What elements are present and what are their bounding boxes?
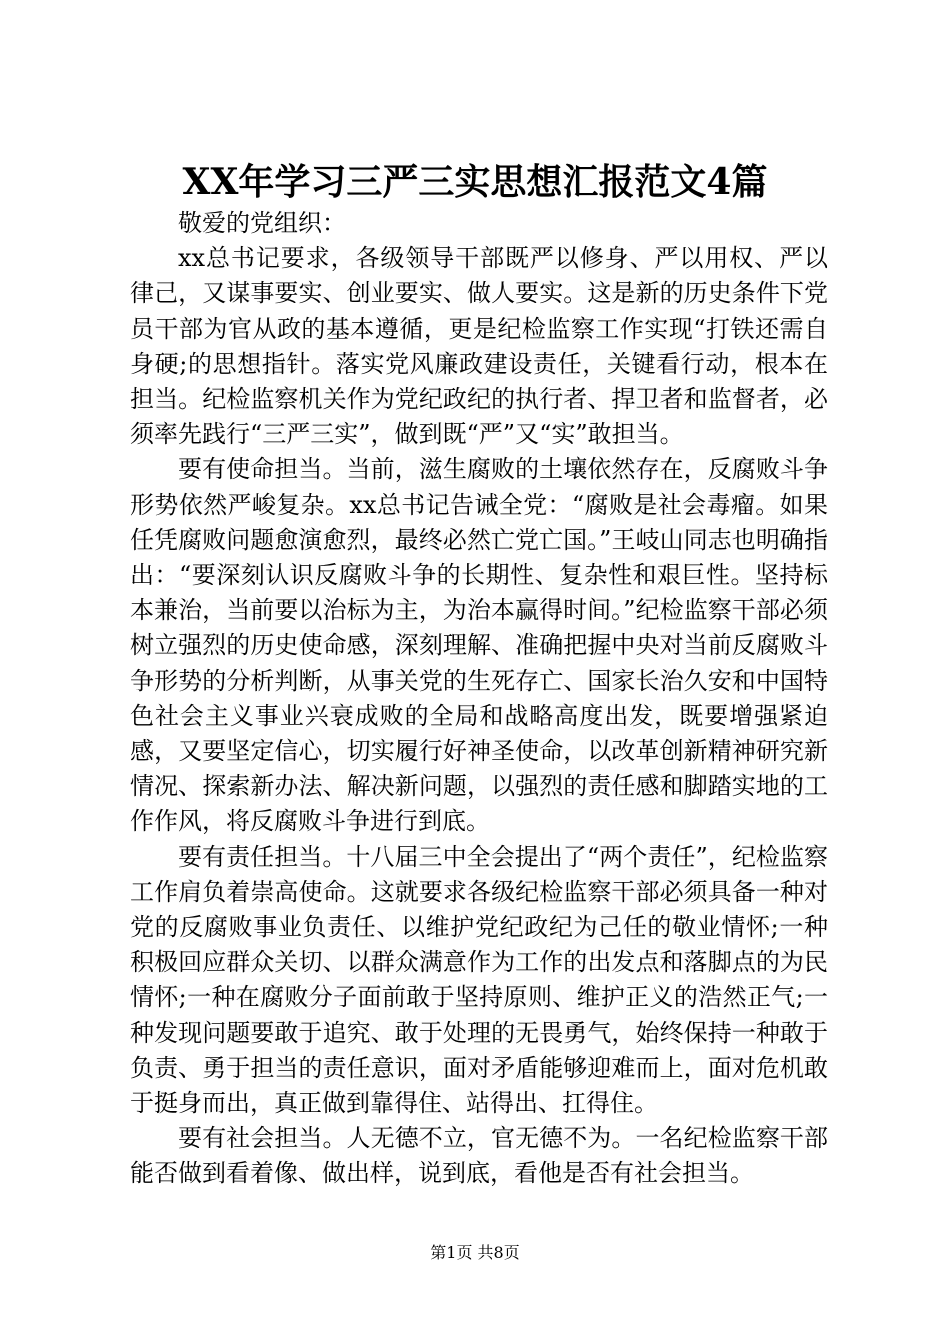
paragraph-2: 要有使命担当。当前，滋生腐败的土壤依然存在，反腐败斗争形势依然严峻复杂。xx总书记告诫全党：“腐败是社会毒瘤。如果任凭腐败问题愈演愈烈，最终必然亡党亡国。”王岐山同志也明确指出：“要深刻认识反腐败斗争的长期性、复杂性和艰巨性。坚持标本兼治，当前要以治标为主，为治本赢得时间。”纪检监察干部必须树立强烈的历史使命感，深刻理解、准确把握中央对当前反腐败斗争形势的分析判断，从事关党的生死存亡、国家长治久安和中国特色社会主义事业兴衰成败的全局和战略高度出发，既要增强紧迫感，又要坚定信心，切实履行好神圣使命，以改革创新精神研究新情况、探索新办法、解决新问题，以强烈的责任感和脚踏实地的工作作风，将反腐败斗争进行到底。 xyxy=(130,455,828,836)
document-body xyxy=(130,206,828,1192)
document-title: XX年学习三严三实思想汇报范文4篇 xyxy=(182,161,768,203)
paragraph-3: 要有责任担当。十八届三中全会提出了“两个责任”，纪检监察工作肩负着崇高使命。这就要求各级纪检监察干部必须具备一种对党的反腐败事业负责任、以维护党纪政纪为己任的敬业情怀;一种积极回应群众关切、以群众满意作为工作的出发点和落脚点的为民情怀;一种在腐败分子面前敢于坚持原则、维护正义的浩然正气;一种发现问题要敢于追究、敢于处理的无畏勇气，始终保持一种敢于负责、勇于担当的责任意识，面对矛盾能够迎难而上，面对危机敢于挺身而出，真正做到靠得住、站得出、扛得住。 xyxy=(130,842,828,1118)
paragraph-4: 要有社会担当。人无德不立，官无德不为。一名纪检监察干部能否做到看着像、做出样，说到底，看他是否有社会担当。 xyxy=(130,1124,828,1188)
paragraph-1: xx总书记要求，各级领导干部既严以修身、严以用权、严以律己，又谋事要实、创业要实、做人要实。这是新的历史条件下党员干部为官从政的基本遵循，更是纪检监察工作实现“打铁还需自身硬;的思想指针。落实党风廉政建设责任，关键看行动，根本在担当。纪检监察机关作为党纪政纪的执行者、捍卫者和监督者，必须率先践行“三严三实”，做到既“严”又“实”敢担当。 xyxy=(130,244,828,449)
salutation: 敬爱的党组织： xyxy=(178,209,346,237)
page-number-footer: 第1页 共8页 xyxy=(430,1243,520,1262)
